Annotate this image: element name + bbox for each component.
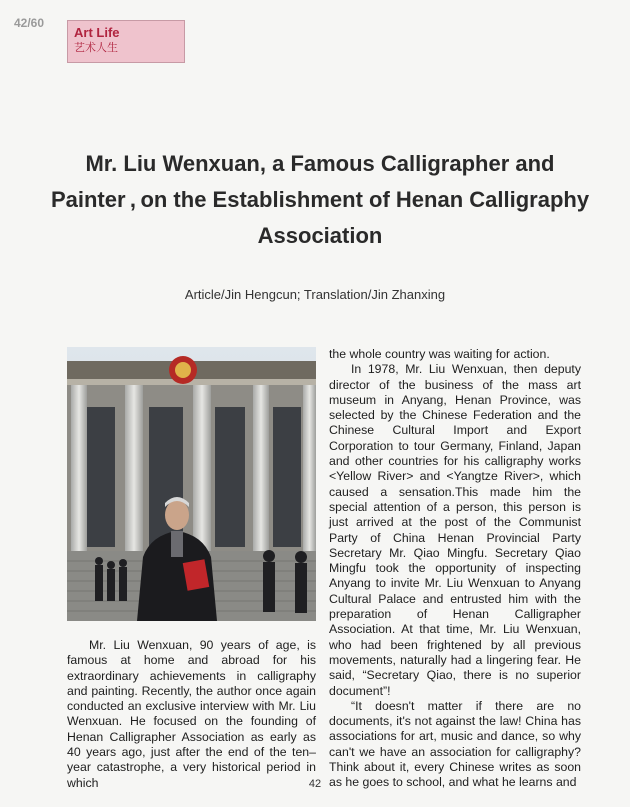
section-label-en: Art Life — [74, 25, 120, 40]
paragraph: In 1978, Mr. Liu Wenxuan, then deputy director of the business of the mass art museum in Anyang, Henan Province, was selected by the Chinese Federation and the Chinese Cultural Import and Export Corporation to tour Germany, Finland, Japan and other countries for his calligraphy works <Yellow River> and <Yangtze River>, which caused a sensation.This made him the special attention of a person, this person is just arrived at the post of the Communist Party of China Henan Provincial Party Secretary Mr. Qiao Mingfu. Secretary Qiao Mingfu took the opportunity of inspecting Anyang to invite Mr. Liu Wenxuan to Anyang Cultural Palace and entrusted him with the preparation of Henan Calligrapher Association. At that time, Mr. Liu Wenxuan, who had been frightened by all previous movements, naturally had a lingering fear. He said, “Secretary Qiao, there is no superior document”! — [329, 362, 581, 698]
column-left — [67, 638, 316, 791]
paragraph: Mr. Liu Wenxuan, 90 years of age, is famous at home and abroad for his extraordinary achievements in calligraphy and painting. Recently, the author once again conducted an exclusive interview with Mr. Liu Wenxuan. He focused on the founding of Henan Calligrapher Association as early as 40 years ago, just after the end of the ten–year catastrophe, a very historical period in which — [67, 638, 316, 790]
page-number: 42 — [308, 778, 322, 790]
article-title: Mr. Liu Wenxuan, a Famous Calligrapher and Painter , on the Establishment of Henan Calligraphy Association — [50, 151, 590, 248]
section-tag — [67, 20, 185, 63]
paragraph: “It doesn't matter if there are no documents, it's not against the law! China has associations for art, music and dance, so why can't we have an association for calligraphy? Think about it, every Chinese writes as soon as he goes to school, and what he learns and — [329, 698, 581, 790]
article-byline: Article/Jin Hengcun; Translation/Jin Zhanxing — [184, 287, 446, 302]
page-counter: 42/60 — [14, 16, 45, 30]
article-photo — [67, 347, 316, 621]
column-right — [329, 347, 581, 791]
section-label-zh: 艺术人生 — [74, 42, 118, 54]
paragraph: the whole country was waiting for action. — [329, 347, 550, 361]
